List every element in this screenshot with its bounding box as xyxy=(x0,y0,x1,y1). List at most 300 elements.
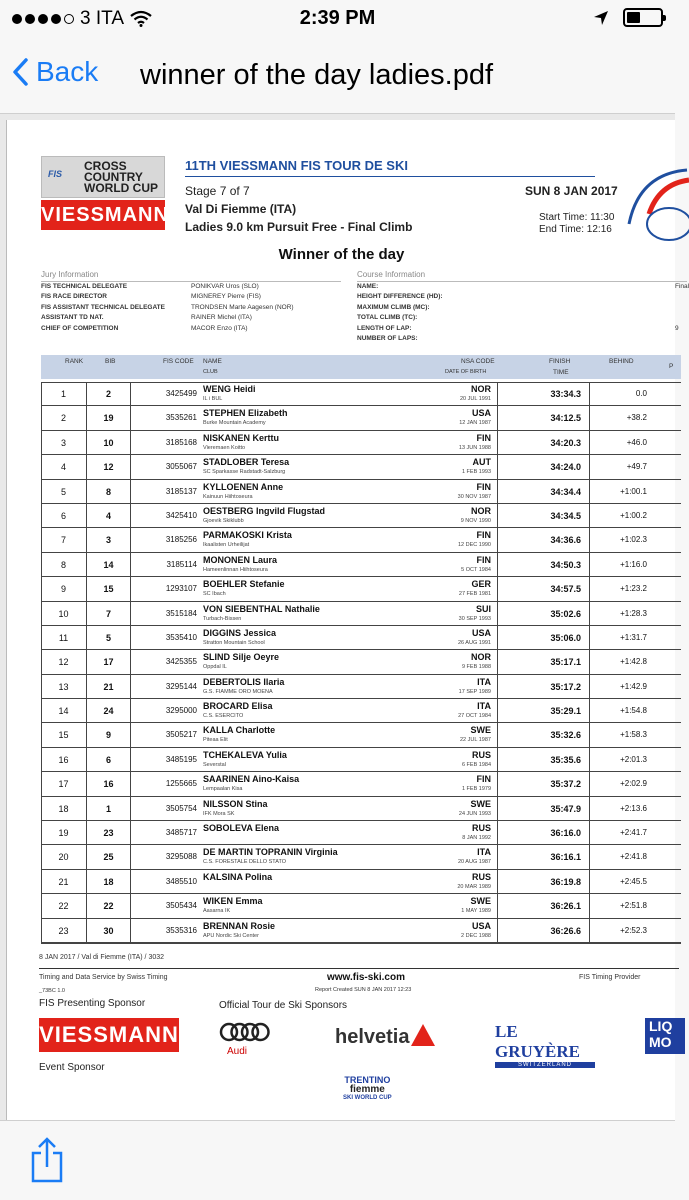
cell-rank: 10 xyxy=(41,602,87,626)
table-row xyxy=(41,797,681,821)
venue: Val Di Fiemme (ITA) xyxy=(185,202,297,216)
cell-nsa: FIN xyxy=(476,432,491,443)
cell-rank: 11 xyxy=(41,626,87,650)
cell-behind: +2:52.3 xyxy=(620,925,647,935)
cell-divider xyxy=(589,382,590,406)
course-label: MAXIMUM CLIMB (MC): xyxy=(357,303,430,311)
cell-rank: 1 xyxy=(41,382,87,406)
course-value: 9 xyxy=(675,324,679,332)
cell-dob: 20 MAR 1989 xyxy=(457,883,491,890)
trentino-text: TRENTINO xyxy=(344,1075,391,1085)
cell-name: STEPHEN Elizabeth xyxy=(203,408,288,419)
cell-name: WENG Heidi xyxy=(203,384,256,394)
cell-divider xyxy=(497,650,498,674)
cell-divider xyxy=(497,772,498,796)
cell-name: SLIND Silje Oeyre xyxy=(203,652,280,663)
course-label: TOTAL CLIMB (TC): xyxy=(357,314,418,321)
cell-divider xyxy=(497,577,498,601)
cell-nsa: FIN xyxy=(476,774,491,785)
course-row xyxy=(357,282,687,293)
cell-rank: 3 xyxy=(41,431,87,455)
cell-divider xyxy=(497,748,498,772)
cell-dob: 1 MAY 1989 xyxy=(461,908,491,915)
course-information xyxy=(357,270,687,345)
cell-code: 3055067 xyxy=(165,462,197,472)
cell-dob: 1 FEB 1979 xyxy=(461,786,491,793)
cell-divider xyxy=(589,772,590,796)
cell-divider xyxy=(497,553,498,577)
jury-header: Jury Information xyxy=(41,270,341,282)
course-label: NAME: xyxy=(357,282,379,290)
share-icon[interactable] xyxy=(30,1137,64,1183)
chevron-left-icon xyxy=(12,58,28,86)
cell-finish: 34:20.3 xyxy=(550,437,581,448)
pdf-viewer[interactable] xyxy=(0,114,689,1120)
document-title: winner of the day ladies.pdf xyxy=(140,59,494,91)
cell-dob: 5 OCT 1984 xyxy=(461,566,491,573)
cell-divider xyxy=(497,845,498,869)
cell-name: WIKEN Emma xyxy=(203,896,263,907)
jury-label: FIS TECHNICAL DELEGATE xyxy=(41,282,128,290)
cell-behind: +1:42.8 xyxy=(620,657,647,667)
col-behind: BEHIND xyxy=(609,358,634,365)
footer-date-place: 8 JAN 2017 / Val di Fiemme (ITA) / 3032 xyxy=(39,954,165,961)
helvetia-logo-text: helvetia xyxy=(335,1026,410,1048)
cell-nsa: FIN xyxy=(476,554,491,565)
cell-finish: 34:36.6 xyxy=(550,535,581,546)
cell-nsa: RUS xyxy=(471,749,491,760)
cell-finish: 35:17.1 xyxy=(550,657,581,668)
cell-dob: 13 JUN 1988 xyxy=(458,444,491,451)
cell-behind: +1:00.2 xyxy=(620,510,647,520)
cell-nsa: ITA xyxy=(477,701,491,712)
cell-code: 3535316 xyxy=(165,925,197,935)
cell-rank: 17 xyxy=(41,772,87,796)
cell-divider xyxy=(589,553,590,577)
audi-logo-text: Audi xyxy=(227,1046,248,1057)
course-row xyxy=(357,334,687,345)
cell-dob: 26 AUG 1991 xyxy=(457,639,491,646)
col-name: NAME xyxy=(203,358,222,365)
cell-nsa: NOR xyxy=(471,652,491,663)
presenting-sponsor-label: FIS Presenting Sponsor xyxy=(39,998,146,1009)
cell-club: Hameenlinnan Hiihtoseura xyxy=(203,566,268,573)
cell-finish: 36:19.8 xyxy=(550,876,581,887)
cell-name: KALSINA Polina xyxy=(203,871,273,882)
cell-name: DIGGINS Jessica xyxy=(203,627,277,638)
battery-icon xyxy=(623,8,663,27)
cell-club: SC Ibach xyxy=(203,591,226,598)
cell-bib: 25 xyxy=(87,845,131,869)
cell-code: 3185137 xyxy=(165,486,197,496)
jury-information xyxy=(41,270,341,334)
audi-logo xyxy=(219,1020,271,1057)
cell-code: 3425355 xyxy=(165,657,197,667)
cell-rank: 23 xyxy=(41,919,87,943)
cell-code: 3485510 xyxy=(165,876,197,886)
jury-value: MACOR Enzo (ITA) xyxy=(191,324,248,332)
cell-divider xyxy=(497,821,498,845)
course-label: HEIGHT DIFFERENCE (HD): xyxy=(357,293,443,300)
cell-nsa: RUS xyxy=(471,871,491,882)
cell-code: 3485717 xyxy=(165,828,197,838)
cell-bib: 19 xyxy=(87,406,131,430)
cell-club: Gjoevik Skiklubb xyxy=(203,517,244,524)
cell-divider xyxy=(497,455,498,479)
cell-code: 3425410 xyxy=(165,510,197,520)
cell-club: IL i BUL xyxy=(203,396,223,402)
cell-nsa: USA xyxy=(471,627,491,638)
footer-report-created: Report Created SUN 8 JAN 2017 12:23 xyxy=(315,987,412,993)
cell-divider xyxy=(497,528,498,552)
cell-bib: 9 xyxy=(87,723,131,747)
cell-rank: 7 xyxy=(41,528,87,552)
cell-nsa: FIN xyxy=(476,481,491,492)
cell-rank: 15 xyxy=(41,723,87,747)
table-row xyxy=(41,748,681,772)
cell-dob: 30 SEP 1993 xyxy=(458,615,491,622)
table-row xyxy=(41,723,681,747)
table-row xyxy=(41,528,681,552)
tour-de-ski-logo xyxy=(619,164,689,244)
jury-row xyxy=(41,282,341,293)
table-row xyxy=(41,675,681,699)
table-row xyxy=(41,553,681,577)
cell-behind: +38.2 xyxy=(626,413,647,423)
cell-bib: 21 xyxy=(87,675,131,699)
course-value: Final xyxy=(675,282,689,290)
col-club: CLUB xyxy=(203,369,218,375)
cell-divider xyxy=(497,382,498,406)
cell-finish: 36:16.1 xyxy=(550,852,581,863)
footer-divider xyxy=(39,968,679,969)
cell-finish: 35:17.2 xyxy=(550,681,581,692)
cell-name: SAARINEN Aino-Kaisa xyxy=(203,774,300,785)
cell-divider xyxy=(589,919,590,943)
cell-rank: 5 xyxy=(41,480,87,504)
jury-label: ASSISTANT TD NAT. xyxy=(41,314,104,321)
cell-finish: 35:29.1 xyxy=(550,706,581,717)
cell-divider xyxy=(589,675,590,699)
table-row xyxy=(41,894,681,918)
cell-rank: 16 xyxy=(41,748,87,772)
cell-finish: 34:34.5 xyxy=(550,510,581,521)
cell-divider xyxy=(497,480,498,504)
cell-rank: 8 xyxy=(41,553,87,577)
trentino-fiemme-logo xyxy=(343,1076,392,1103)
cell-code: 3535410 xyxy=(165,632,197,642)
gruyere-logo-sub: SWITZERLAND xyxy=(495,1062,595,1068)
bottom-toolbar xyxy=(0,1120,675,1200)
footer-timing: Timing and Data Service by Swiss Timing xyxy=(39,974,168,981)
cell-name: BRENNAN Rosie xyxy=(203,920,276,931)
cell-nsa: AUT xyxy=(472,457,491,468)
cell-name: KYLLOENEN Anne xyxy=(203,481,284,492)
cell-divider xyxy=(497,602,498,626)
cc-logo-text: CROSS COUNTRY WORLD CUP xyxy=(84,159,158,195)
cell-bib: 2 xyxy=(87,382,131,406)
cell-divider xyxy=(589,723,590,747)
cell-rank: 22 xyxy=(41,894,87,918)
cell-name: KALLA Charlotte xyxy=(203,725,276,736)
cell-club: Severstal xyxy=(203,761,226,768)
cell-name: MONONEN Laura xyxy=(203,554,278,565)
table-row xyxy=(41,919,681,943)
cell-name: NISKANEN Kerttu xyxy=(203,432,280,443)
course-row xyxy=(357,292,687,303)
table-row xyxy=(41,626,681,650)
cell-code: 1255665 xyxy=(165,779,197,789)
table-row xyxy=(41,870,681,894)
table-row xyxy=(41,699,681,723)
cell-finish: 34:24.0 xyxy=(550,462,581,473)
cell-behind: +2:51.8 xyxy=(620,901,647,911)
jury-row xyxy=(41,292,341,303)
cell-club: Piteaa Elit xyxy=(203,737,228,744)
cell-club: G.S. FIAMME ORO MOENA xyxy=(203,688,273,695)
cell-bib: 15 xyxy=(87,577,131,601)
jury-row xyxy=(41,313,341,324)
cell-rank: 2 xyxy=(41,406,87,430)
cell-club: Vieremaen Koitto xyxy=(203,444,246,451)
cell-nsa: ITA xyxy=(477,847,491,858)
col-time: TIME xyxy=(553,369,569,376)
viessmann-sponsor-logo: VIESSMANN xyxy=(39,1018,179,1052)
cell-divider xyxy=(589,504,590,528)
cell-nsa: SUI xyxy=(475,603,491,614)
cell-bib: 30 xyxy=(87,919,131,943)
cell-rank: 21 xyxy=(41,870,87,894)
cell-bib: 6 xyxy=(87,748,131,772)
jury-row xyxy=(41,303,341,314)
table-row xyxy=(41,406,681,430)
cell-bib: 17 xyxy=(87,650,131,674)
col-fis-code: FIS CODE xyxy=(163,358,194,365)
cell-finish: 36:26.6 xyxy=(550,925,581,936)
cell-name: BROCARD Elisa xyxy=(203,701,273,712)
location-arrow-icon xyxy=(593,10,609,26)
cell-finish: 35:47.9 xyxy=(550,803,581,814)
table-row xyxy=(41,431,681,455)
cell-name: VON SIEBENTHAL Nathalie xyxy=(203,603,320,614)
table-row xyxy=(41,577,681,601)
cell-dob: 1 FEB 1993 xyxy=(461,469,491,476)
cell-dob: 9 NOV 1990 xyxy=(460,517,491,524)
pdf-page xyxy=(6,120,689,1120)
carrier-name: 3 ITA xyxy=(80,8,124,29)
cell-nsa: NOR xyxy=(471,505,491,516)
cell-finish: 33:34.3 xyxy=(550,389,581,399)
cell-code: 3515184 xyxy=(165,608,197,618)
back-label: Back xyxy=(36,56,99,87)
cell-divider xyxy=(589,528,590,552)
cell-name: TCHEKALEVA Yulia xyxy=(203,749,287,760)
cell-divider xyxy=(497,870,498,894)
cell-code: 3425499 xyxy=(165,389,197,398)
table-row xyxy=(41,650,681,674)
cell-behind: +2:45.5 xyxy=(620,876,647,886)
cell-name: DEBERTOLIS Ilaria xyxy=(203,676,285,687)
event-title: 11TH VIESSMANN FIS TOUR DE SKI xyxy=(185,158,408,173)
cell-finish: 34:50.3 xyxy=(550,559,581,570)
stage-label: Stage 7 of 7 xyxy=(185,184,250,198)
cell-dob: 17 SEP 1989 xyxy=(458,688,491,695)
navigation-bar xyxy=(0,40,675,114)
cell-bib: 7 xyxy=(87,602,131,626)
jury-value: RAINER Michel (ITA) xyxy=(191,314,252,321)
cell-divider xyxy=(589,406,590,430)
cell-nsa: USA xyxy=(471,408,491,419)
cell-divider xyxy=(589,602,590,626)
end-time: End Time: 12:16 xyxy=(539,224,612,235)
cell-nsa: ITA xyxy=(477,676,491,687)
cell-finish: 34:12.5 xyxy=(550,413,581,424)
cell-bib: 16 xyxy=(87,772,131,796)
fis-logo-text: FIS xyxy=(48,169,63,179)
cell-club: Lempaalan Kisa xyxy=(203,786,243,793)
cell-bib: 3 xyxy=(87,528,131,552)
cell-finish: 34:57.5 xyxy=(550,584,581,595)
cell-name: BOEHLER Stefanie xyxy=(203,579,285,590)
cell-bib: 8 xyxy=(87,480,131,504)
col-nsa: NSA CODE xyxy=(461,358,495,365)
footer-website: www.fis-ski.com xyxy=(327,972,405,983)
cell-rank: 12 xyxy=(41,650,87,674)
cell-name: STADLOBER Teresa xyxy=(203,457,290,468)
helvetia-triangle-icon xyxy=(411,1024,435,1046)
cell-nsa: USA xyxy=(471,920,491,931)
cell-code: 3295000 xyxy=(165,706,197,716)
table-row xyxy=(41,480,681,504)
cell-name: NILSSON Stina xyxy=(203,798,268,809)
cell-rank: 19 xyxy=(41,821,87,845)
ski-world-cup-text: SKI WORLD CUP xyxy=(343,1095,392,1101)
cell-bib: 18 xyxy=(87,870,131,894)
cell-behind: +2:41.8 xyxy=(620,852,647,862)
back-button[interactable] xyxy=(12,56,98,88)
cell-behind: +1:02.3 xyxy=(620,535,647,545)
table-row xyxy=(41,455,681,479)
cell-club: C.S. FORESTALE DELLO STATO xyxy=(203,859,287,866)
cell-code: 1293107 xyxy=(165,584,197,594)
cell-behind: +1:28.3 xyxy=(620,608,647,618)
cell-rank: 14 xyxy=(41,699,87,723)
cell-club: Ikaalisten Urheilijat xyxy=(203,542,250,549)
cell-behind: +2:02.9 xyxy=(620,779,647,789)
cell-nsa: NOR xyxy=(471,384,491,394)
cross-country-logo xyxy=(41,156,165,198)
page-heading: Winner of the day xyxy=(278,246,405,263)
cell-dob: 27 FEB 1981 xyxy=(458,591,491,598)
course-row xyxy=(357,313,687,324)
cell-divider xyxy=(589,894,590,918)
cell-dob: 30 NOV 1987 xyxy=(457,493,491,500)
cell-finish: 35:37.2 xyxy=(550,779,581,790)
cell-divider xyxy=(589,455,590,479)
cell-code: 3505754 xyxy=(165,803,197,813)
cell-divider xyxy=(589,699,590,723)
viessmann-logo: VIESSMANN xyxy=(41,200,165,230)
clock: 2:39 PM xyxy=(299,7,376,29)
cell-dob: 24 JUN 1993 xyxy=(458,810,491,817)
cell-code: 3295144 xyxy=(165,681,197,691)
cell-club: C.S. ESERCITO xyxy=(203,713,244,720)
cell-code: 3505217 xyxy=(165,730,197,740)
cell-nsa: SWE xyxy=(470,896,491,907)
cell-divider xyxy=(497,626,498,650)
cell-nsa: SWE xyxy=(470,798,491,809)
cell-code: 3185256 xyxy=(165,535,197,545)
cell-nsa: SWE xyxy=(470,725,491,736)
cell-finish: 35:35.6 xyxy=(550,754,581,765)
cell-behind: +1:23.2 xyxy=(620,584,647,594)
table-row xyxy=(41,382,681,406)
cell-nsa: GER xyxy=(471,579,491,590)
cell-rank: 6 xyxy=(41,504,87,528)
cell-dob: 6 FEB 1984 xyxy=(461,761,491,768)
cell-divider xyxy=(497,797,498,821)
table-row xyxy=(41,602,681,626)
cell-divider xyxy=(589,626,590,650)
cell-bib: 22 xyxy=(87,894,131,918)
cell-divider xyxy=(497,699,498,723)
cell-code: 3485195 xyxy=(165,754,197,764)
cell-finish: 35:02.6 xyxy=(550,608,581,619)
start-time: Start Time: 11:30 xyxy=(539,212,615,223)
cell-club: Burke Mountain Academy xyxy=(203,420,266,427)
cell-behind: +1:31.7 xyxy=(620,632,647,642)
cell-finish: 36:26.1 xyxy=(550,901,581,912)
status-bar xyxy=(0,0,675,40)
jury-value: TRONDSEN Marte Aagesen (NOR) xyxy=(191,303,294,311)
table-row xyxy=(41,504,681,528)
fiemme-text: fiemme xyxy=(349,1084,385,1095)
cell-divider xyxy=(589,748,590,772)
jury-value: PONIKVAR Uros (SLO) xyxy=(191,282,259,290)
cell-code: 3295088 xyxy=(165,852,197,862)
jury-label: FIS RACE DIRECTOR xyxy=(41,293,107,300)
cell-bib: 14 xyxy=(87,553,131,577)
cell-divider xyxy=(497,504,498,528)
cell-divider xyxy=(589,845,590,869)
cell-club: Turbach-Bissen xyxy=(203,615,242,622)
helvetia-logo xyxy=(335,1024,435,1049)
cell-behind: +2:41.7 xyxy=(620,828,647,838)
cell-bib: 24 xyxy=(87,699,131,723)
cell-bib: 10 xyxy=(87,431,131,455)
cell-rank: 4 xyxy=(41,455,87,479)
cell-behind: 0.0 xyxy=(635,389,647,398)
audi-rings-icon xyxy=(219,1020,271,1044)
cell-dob: 12 JAN 1987 xyxy=(459,420,491,427)
gruyere-logo-text: LE GRUYÈRE xyxy=(495,1022,581,1061)
cell-dob: 12 DEC 1990 xyxy=(457,542,491,549)
table-row xyxy=(41,821,681,845)
course-header: Course Information xyxy=(357,270,687,282)
footer-timing-provider: FIS Timing Provider xyxy=(579,974,641,981)
col-rank: RANK xyxy=(65,358,84,365)
cell-name: SOBOLEVA Elena xyxy=(203,823,280,834)
official-sponsors-label: Official Tour de Ski Sponsors xyxy=(219,1000,348,1011)
cell-club: SC Sparkasse Radstadt-Salzburg xyxy=(203,469,286,476)
cell-behind: +1:54.8 xyxy=(620,706,647,716)
cell-club: IFK Mora SK xyxy=(203,810,235,817)
cell-club: Stratton Mountain School xyxy=(203,639,265,646)
cell-rank: 20 xyxy=(41,845,87,869)
col-extra: P xyxy=(669,363,674,370)
table-row xyxy=(41,772,681,796)
cell-dob: 27 OCT 1984 xyxy=(458,713,491,720)
